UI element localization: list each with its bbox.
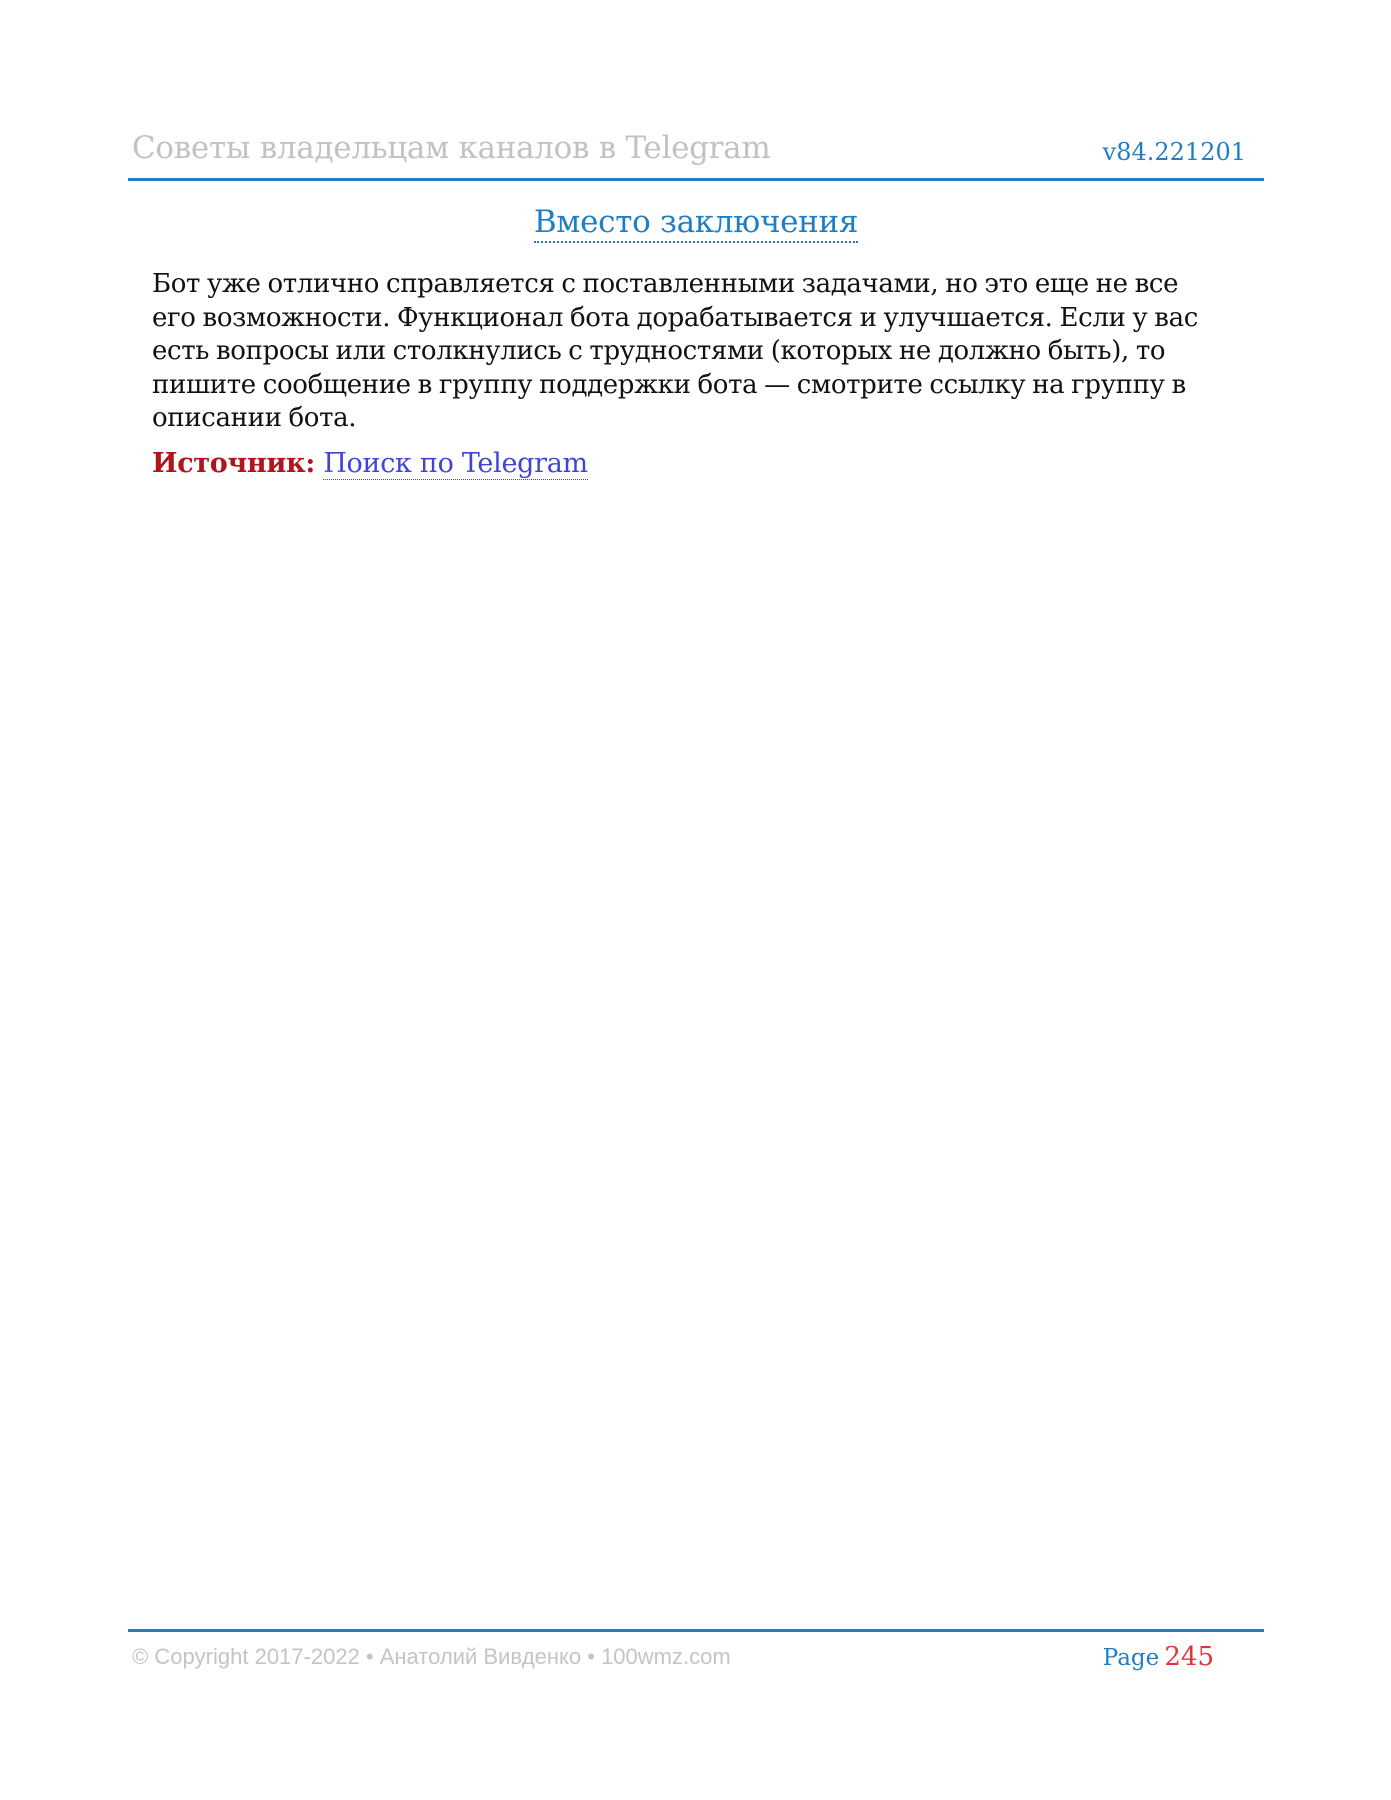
section-heading: [128, 204, 1264, 240]
body-paragraph: [152, 268, 1252, 436]
copyright-text: © Copyright 2017-2022 • Анатолий Вивденко • 100wmz.com: [132, 1644, 731, 1669]
page-header: [128, 126, 1264, 181]
page-number: 245: [1164, 1642, 1214, 1672]
page-label: Page: [1102, 1645, 1160, 1671]
version-label: v84.221201: [1102, 138, 1246, 166]
body-line: пишите сообщение в группу поддержки бота — смотрите ссылку на группу в: [152, 369, 1186, 400]
body-line: есть вопросы или столкнулись с трудностями (которых не должно быть), то: [152, 336, 1166, 366]
document-title: Советы владельцам каналов в Telegram: [132, 130, 771, 166]
section-heading-link[interactable]: Вместо заключения: [534, 204, 858, 243]
body-line: Бот уже отлично справляется с поставленными задачами, но это еще не все: [152, 269, 1179, 299]
page-indicator: [1103, 1642, 1214, 1672]
body-line: его возможности. Функционал бота дорабатывается и улучшается. Если у вас: [152, 302, 1198, 333]
source-line: [152, 448, 588, 479]
page-footer: [128, 1629, 1264, 1672]
body-line: описании бота.: [152, 403, 357, 433]
source-link[interactable]: Поиск по Telegram: [323, 448, 588, 479]
source-label: Источник:: [152, 448, 316, 479]
